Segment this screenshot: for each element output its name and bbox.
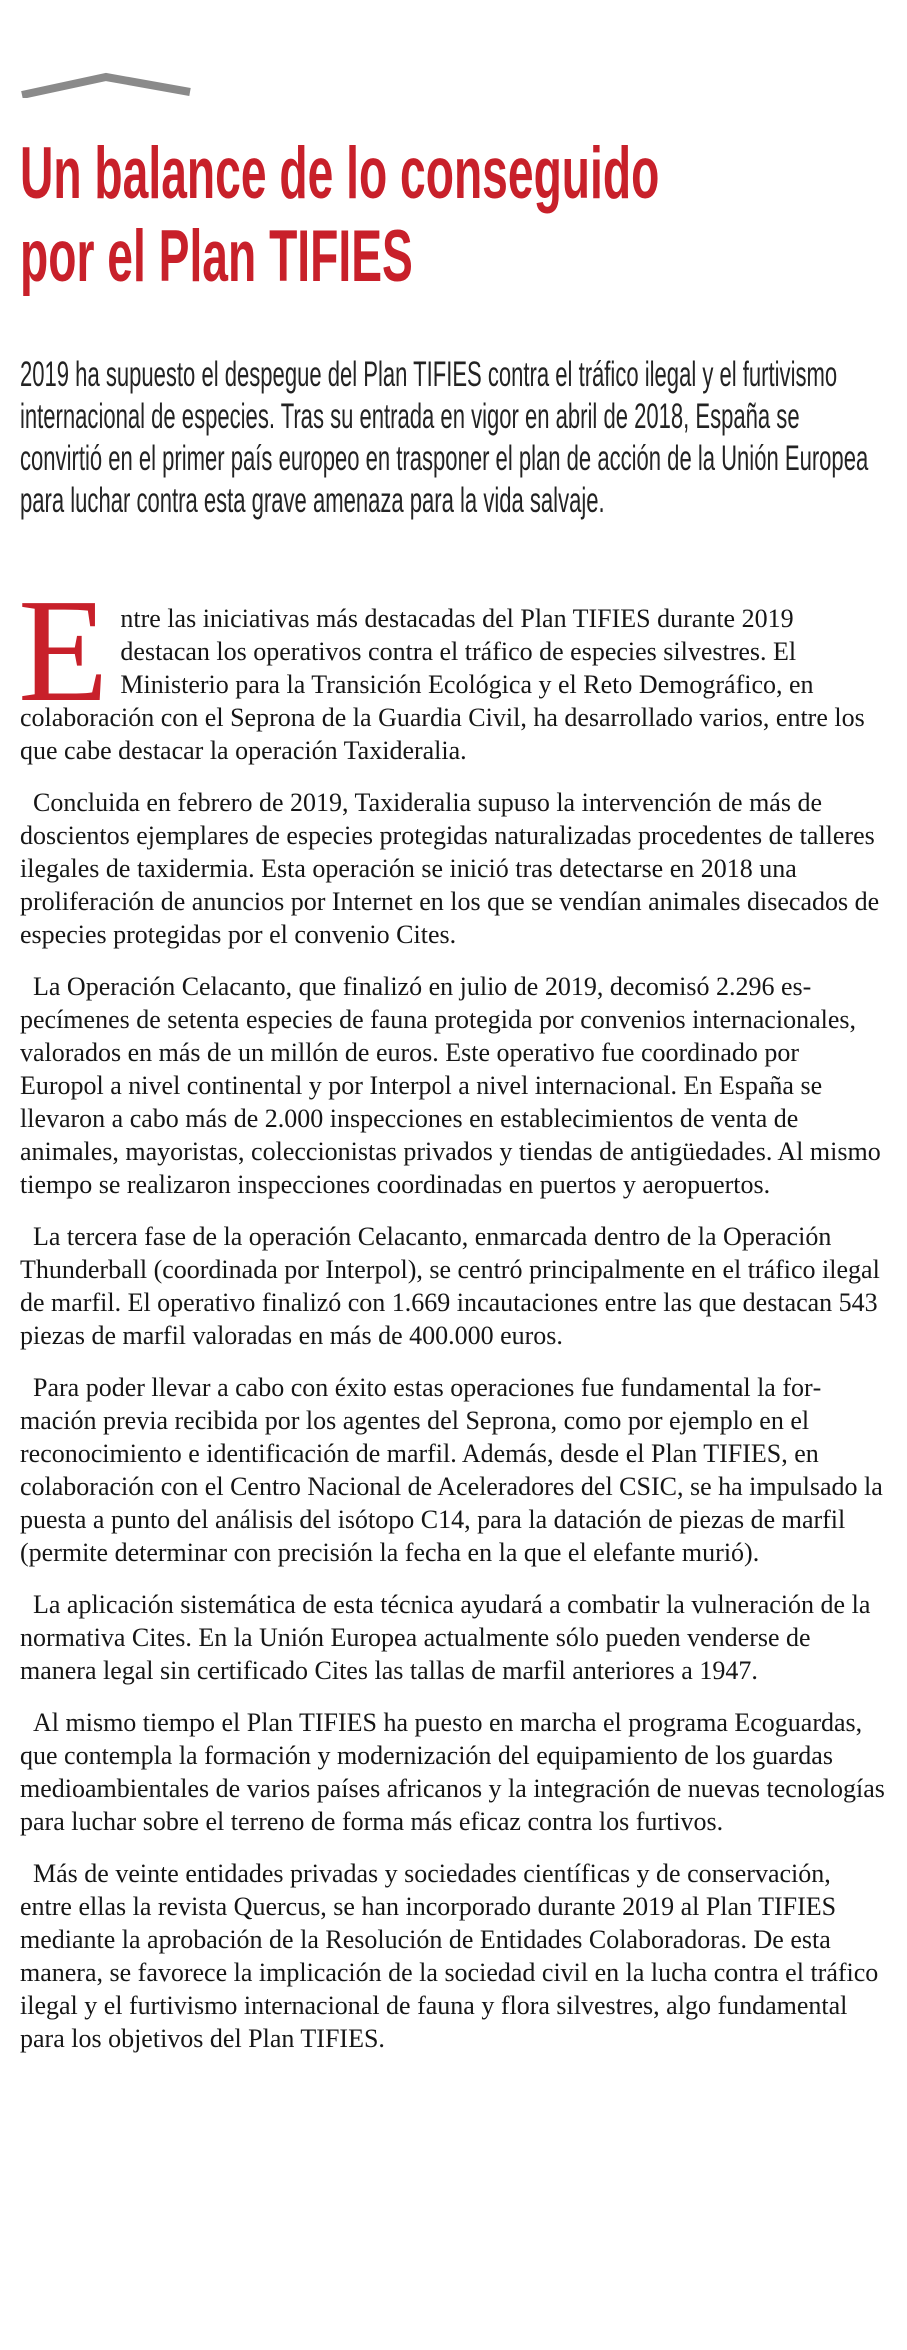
body-paragraph-1: Entre las iniciativas más destacadas del Plan TIFIES durante 2019 destacan los operativos contra el tráfico de especies silvestres. El Ministerio para la Transición Ecológica y el Reto Demográfico, en colaboración con el Seprona de la Guardia Civil, ha desarrollado varios, entre los que cabe destacar la operación Taxideralia. — [18, 569, 865, 765]
article-body — [18, 569, 887, 2055]
body-paragraph-2: Concluida en febrero de 2019, Taxideralia supuso la intervención de más de doscientos ejemplares de especies protegidas naturalizadas procedentes de talleres ilegales de taxidermia. Esta operación se inició tras detectarse en 2018 una proliferación de anuncios por Internet en los que se vendían animales disecados de especies protegidas por el convenio Cites. — [20, 788, 880, 949]
chevron-accent-icon — [20, 72, 192, 98]
page-title-line-2: por el Plan TIFIES — [20, 216, 413, 297]
intro-standfirst-text: 2019 ha supuesto el despegue del Plan TIFIES contra el tráfico ilegal y el furtivismo internacional de especies. Tras su entrada en vigor en abril de 2018, España se convirtió en el primer país europeo en trasponer el plan de acción de la Unión Europea para luchar contra esta grave amenaza para la vida salvaje. — [20, 355, 869, 520]
page-title-line-1: Un balance de lo conseguido — [20, 133, 660, 214]
intro-standfirst — [20, 354, 887, 522]
body-paragraph-7: Al mismo tiempo el Plan TIFIES ha puesto en marcha el programa Ecoguardas, que contempla la formación y modernización del equipamiento de los guardas medioambientales de varios países africanos y la integración de nuevas tecnologías para luchar sobre el terreno de forma más eficaz contra los furtivos. — [20, 1708, 885, 1836]
page-title — [20, 132, 887, 298]
body-paragraph-4: La tercera fase de la operación Celacanto, enmarcada dentro de la Operación Thunderball (coordinada por Interpol), se centró principalmente en el tráfico ilegal de marfil. El operativo finalizó con 1.669 incautaciones entre las que destacan 543 piezas de marfil valoradas en más de 400.000 euros. — [20, 1222, 880, 1350]
body-paragraph-5: Para poder llevar a cabo con éxito estas operaciones fue fundamental la formación previa recibida por los agentes del Seprona, como por ejemplo en el reconocimiento e identificación de marfil. Además, desde el Plan TIFIES, en colaboración con el Centro Nacional de Aceleradores del CSIC, se ha impulsado la puesta a punto del análisis del isótopo C14, para la datación de piezas de marfil (permite determinar con precisión la fecha en la que el elefante murió). — [20, 1373, 883, 1567]
body-paragraph-6: La aplicación sistemática de esta técnica ayudará a combatir la vulneración de la normativa Cites. En la Unión Europea actualmente sólo pueden venderse de manera legal sin certificado Cites las tallas de marfil anteriores a 1947. — [20, 1590, 871, 1685]
body-paragraph-3: La Operación Celacanto, que finalizó en julio de 2019, decomisó 2.296 especímenes de setenta especies de fauna protegida por convenios internacionales, valorados en más de un millón de euros. Este operativo fue coordinado por Europol a nivel continental y por Interpol a nivel internacional. En España se llevaron a cabo más de 2.000 inspecciones en establecimientos de venta de animales, mayoristas, coleccionistas privados y tiendas de antigüedades. Al mismo tiempo se realizaron inspecciones coordinadas en puertos y aeropuertos. — [20, 972, 881, 1199]
drop-cap-letter: E — [18, 569, 109, 733]
body-paragraph-8: Más de veinte entidades privadas y sociedades científicas y de conservación, entre ellas la revista Quercus, se han incorporado durante 2019 al Plan TIFIES mediante la aprobación de la Resolución de Entidades Colaboradoras. De esta manera, se favorece la implicación de la sociedad civil en la lucha contra el tráfico ilegal y el furtivismo internacional de fauna y flora silvestres, algo fundamental para los objetivos del Plan TIFIES. — [20, 1859, 879, 2053]
page-title-text — [20, 132, 887, 298]
